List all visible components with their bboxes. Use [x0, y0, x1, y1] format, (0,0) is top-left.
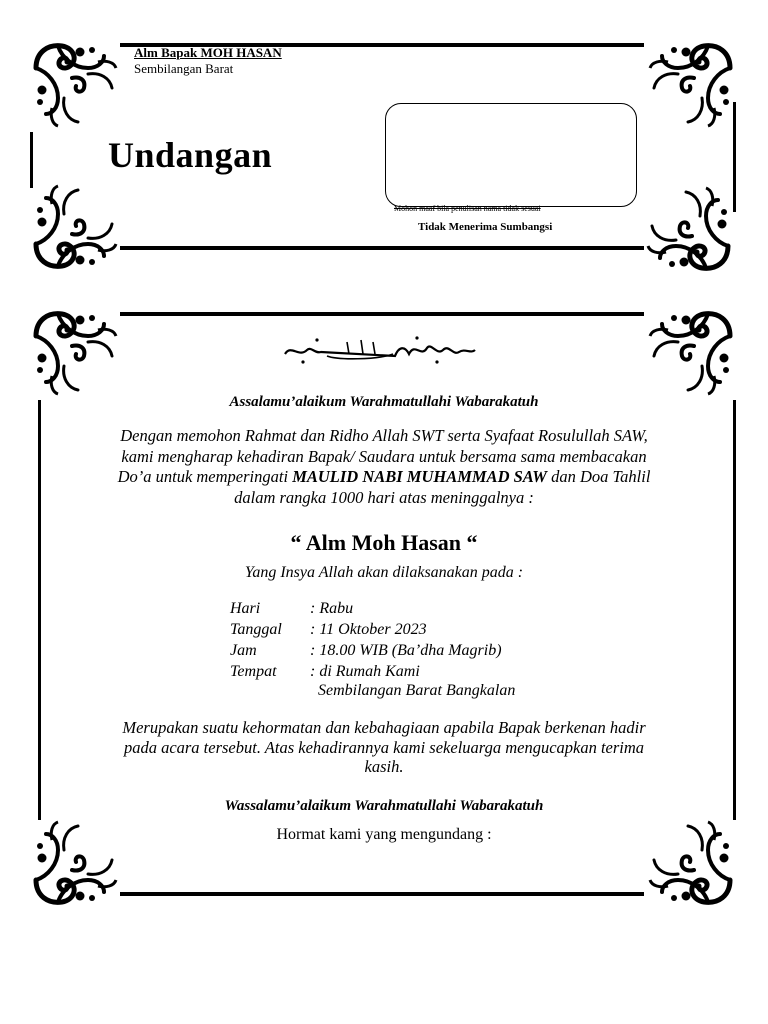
- closing-paragraph: [0, 718, 768, 777]
- ornamental-scroll-icon: [28, 182, 120, 274]
- no-gift-note: Tidak Menerima Sumbangsi: [418, 221, 553, 233]
- detail-value: : Rabu: [310, 600, 354, 617]
- detail-label: Hari: [230, 600, 261, 617]
- sender-address: Sembilangan Barat: [134, 61, 234, 76]
- intro-paragraph: [0, 426, 768, 508]
- bismillah-calligraphy-icon: [277, 332, 483, 366]
- opening-greeting: Assalamu’alaikum Warahmatullahi Wabarakatuh: [229, 394, 539, 410]
- recipient-note: Mohon maaf bila penulisan nama tidak sesuai: [394, 204, 541, 213]
- detail-row-time: [230, 642, 502, 660]
- ornamental-scroll-icon: [646, 38, 738, 130]
- held-on-text: Yang Insya Allah akan dilaksanakan pada :: [244, 564, 524, 581]
- detail-row-place: [230, 663, 420, 681]
- closing-line: pada acara tersebut. Atas kehadirannya kami sekeluarga mengucapkan terima: [123, 737, 645, 757]
- ornamental-scroll-icon: [646, 306, 738, 398]
- detail-value: : 18.00 WIB (Ba’dha Magrib): [310, 642, 502, 659]
- ornamental-scroll-icon: [644, 184, 736, 276]
- intro-line: kami mengharap kehadiran Bapak/ Saudara untuk bersama sama membacakan: [121, 446, 647, 466]
- intro-text: dan Doa Tahlil: [551, 467, 651, 486]
- intro-line: Dengan memohon Rahmat dan Ridho Allah SWT serta Syafaat Rosulullah SAW,: [120, 426, 648, 445]
- detail-label: Jam: [230, 642, 257, 659]
- ornamental-scroll-icon: [28, 38, 120, 130]
- invitation-title: Undangan: [108, 135, 273, 175]
- detail-value: : 11 Oktober 2023: [310, 621, 427, 638]
- closing-line: Merupakan suatu kehormatan dan kebahagiaan apabila Bapak berkenan hadir: [122, 718, 646, 737]
- intro-line: dalam rangka 1000 hari atas meninggalnya :: [234, 487, 534, 507]
- ornamental-scroll-icon: [28, 306, 120, 398]
- closing-greeting: Wassalamu’alaikum Warahmatullahi Wabarakatuh: [224, 798, 544, 814]
- detail-value: : di Rumah Kami: [310, 663, 420, 680]
- closing-line: kasih.: [364, 757, 404, 776]
- intro-text: Do’a untuk memperingati: [117, 467, 289, 486]
- detail-label: Tempat: [230, 663, 277, 680]
- intro-line: [0, 467, 768, 488]
- envelope-bottom-border: [120, 246, 644, 250]
- envelope-left-border: [30, 132, 33, 188]
- detail-label: Tanggal: [230, 621, 282, 638]
- detail-value: Sembilangan Barat Bangkalan: [310, 682, 516, 699]
- letter-top-border: [120, 312, 644, 316]
- letter-bottom-border: [120, 892, 644, 896]
- honoree-name: “ Alm Moh Hasan “: [290, 530, 478, 555]
- event-name: MAULID NABI MUHAMMAD SAW: [292, 467, 547, 486]
- detail-row-date: [230, 621, 427, 639]
- sender-name: Alm Bapak MOH HASAN: [134, 45, 282, 60]
- detail-row-address: [230, 682, 515, 700]
- recipient-name-box[interactable]: [385, 103, 637, 207]
- sign-off: Hormat kami yang mengundang :: [276, 826, 492, 843]
- detail-row-day: [230, 600, 353, 618]
